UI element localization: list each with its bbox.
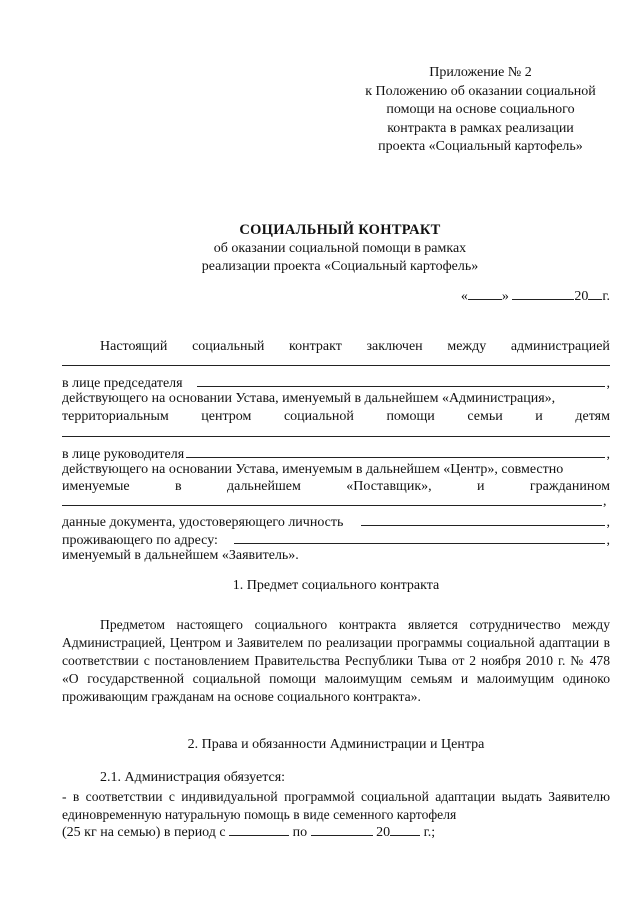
word: территориальным: [62, 409, 169, 424]
annex-ref-line: контракта в рамках реализации: [387, 120, 574, 136]
preamble-first-line: [100, 338, 610, 356]
address-line: проживающего по адресу: ,: [62, 530, 610, 550]
chairman-line: в лице председателя ,: [62, 373, 610, 393]
date-suffix: г.: [602, 289, 610, 304]
period-start-blank[interactable]: [229, 823, 289, 836]
administration-name-blank[interactable]: [62, 365, 610, 366]
address-blank[interactable]: [234, 530, 605, 544]
word: помощи: [386, 409, 435, 424]
date-year-blank[interactable]: [588, 287, 602, 300]
subtitle-line: реализации проекта «Социальный картофель»: [201, 258, 479, 274]
section-1-body: Предметом настоящего социального контракта является сотрудничество между Администрацией, Центром и Заявителем по реализации программы социальной адаптации в соответствии с постановлением Правительства Республики Тыва от 2 ноября 2010 г. № 478 «О государственной социальной помощи малоимущим семьям и малоимущим одиноко проживающим гражданам на основе социального контракта».: [62, 617, 610, 704]
period-year-blank[interactable]: [390, 823, 420, 836]
word: центром: [201, 409, 252, 424]
word: именуемые: [62, 479, 130, 494]
section-2-1-item-1: - в соответствии с индивидуальной программой социальной адаптации выдать Заявителю единовременную натуральную помощь в виде семенного картофеля: [62, 789, 610, 822]
citizen-name-blank[interactable]: [62, 505, 602, 506]
annex-ref-line: помощи на основе социального: [386, 102, 575, 117]
section-2-1-heading: 2.1. Администрация обязуется:: [100, 770, 286, 785]
word: между: [447, 339, 487, 354]
period-year: 20: [376, 825, 391, 840]
id-document-label: данные документа, удостоверяющего личность: [62, 515, 344, 530]
chairman-name-blank[interactable]: [197, 373, 605, 387]
date-year: 20: [574, 289, 589, 304]
period-to-label: по: [292, 825, 308, 840]
head-label: в лице руководителя: [62, 447, 185, 462]
word: гражданином: [529, 479, 610, 494]
territorial-center-line: [62, 408, 610, 426]
period-start-label: (25 кг на семью) в период с: [62, 825, 226, 840]
word: администрацией: [510, 339, 610, 354]
contract-date: [461, 287, 610, 305]
center-name-blank[interactable]: [62, 436, 610, 437]
chairman-label: в лице председателя: [62, 376, 183, 391]
subtitle-line: об оказании социальной помощи в рамках: [213, 241, 467, 256]
word: дальнейшем: [226, 479, 301, 494]
word: Настоящий: [100, 339, 168, 354]
word: заключен: [366, 339, 423, 354]
word: семьи: [467, 409, 503, 424]
center-basis: действующего на основании Устава, именуемым в дальнейшем «Центр», совместно: [62, 462, 564, 477]
word: детям: [575, 409, 610, 424]
word: и: [477, 479, 485, 494]
period-line: [62, 823, 435, 841]
date-month-blank[interactable]: [512, 287, 574, 300]
word: социальной: [283, 409, 354, 424]
word: в: [174, 479, 182, 494]
id-document-line: данные документа, удостоверяющего личность ,: [62, 512, 610, 532]
supplier-line: [62, 478, 610, 496]
section-2-heading: 2. Права и обязанности Администрации и Центра: [187, 737, 485, 752]
section-1-heading: 1. Предмет социального контракта: [232, 578, 440, 593]
annex-number: Приложение № 2: [429, 65, 532, 80]
word: и: [535, 409, 543, 424]
period-suffix: г.;: [423, 825, 436, 840]
annex-ref-line: проекта «Социальный картофель»: [378, 139, 583, 154]
date-close-quote: »: [501, 289, 509, 304]
comma: ,: [603, 494, 607, 509]
word: «Поставщик»,: [346, 479, 432, 494]
id-document-blank[interactable]: [361, 512, 604, 526]
administration-basis: действующего на основании Устава, именуемый в дальнейшем «Администрация»,: [62, 391, 556, 406]
annex-ref-line: к Положению об оказании социальной: [365, 83, 596, 99]
document-subtitle: [130, 240, 550, 275]
applicant-line: именуемый в дальнейшем «Заявитель».: [62, 548, 299, 563]
document-title: СОЦИАЛЬНЫЙ КОНТРАКТ: [239, 222, 441, 238]
word: контракт: [289, 339, 342, 354]
head-line: в лице руководителя ,: [62, 444, 610, 464]
annex-header: [348, 64, 613, 157]
date-open-quote: «: [460, 289, 468, 304]
word: социальный: [192, 339, 265, 354]
period-end-blank[interactable]: [311, 823, 373, 836]
address-label: проживающего по адресу:: [62, 533, 218, 548]
date-day-blank[interactable]: [468, 287, 502, 300]
head-name-blank[interactable]: [186, 444, 604, 458]
